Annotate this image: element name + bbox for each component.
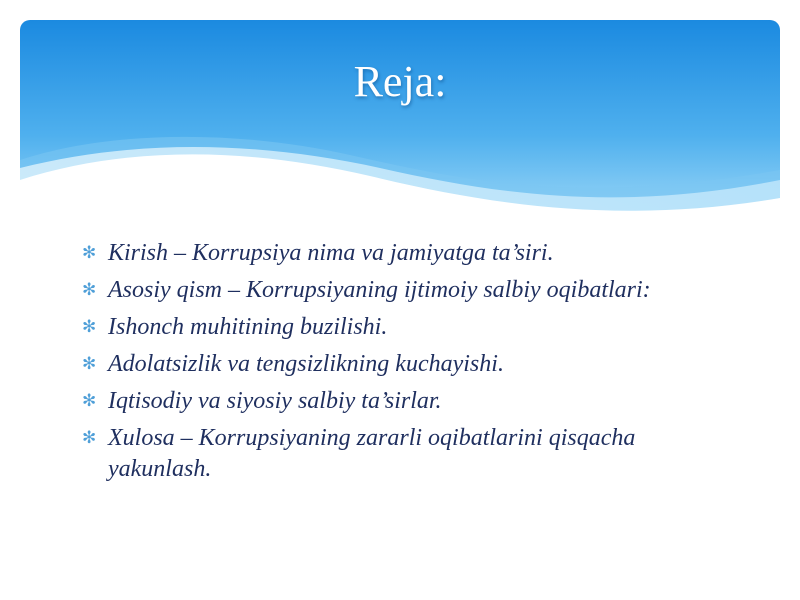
- list-item: [80, 238, 740, 269]
- wave-background: [20, 20, 780, 230]
- list-item-text: Kirish – Korrupsiya nima va jamiyatga ta’siri.: [108, 240, 554, 266]
- list-item-text: Adolatsizlik va tengsizlikning kuchayishi.: [108, 351, 504, 377]
- list-item-text: Iqtisodiy va siyosiy salbiy ta’sirlar.: [108, 388, 442, 414]
- list-item: [80, 349, 740, 380]
- asterisk-icon: ✻: [82, 317, 97, 337]
- list-item: [80, 275, 740, 306]
- list-item: [80, 312, 740, 343]
- asterisk-icon: ✻: [82, 428, 97, 448]
- list-item: [80, 386, 740, 417]
- bullet-list: [80, 238, 740, 491]
- asterisk-icon: ✻: [82, 280, 97, 300]
- list-item-text: Xulosa – Korrupsiyaning zararli oqibatlarini qisqacha yakunlash.: [108, 425, 636, 482]
- list-item-text: Asosiy qism – Korrupsiyaning ijtimoiy salbiy oqibatlari:: [108, 277, 651, 303]
- asterisk-icon: ✻: [82, 354, 97, 374]
- list-item: [80, 423, 740, 485]
- asterisk-icon: ✻: [82, 243, 97, 263]
- list-item-text: Ishonch muhitining buzilishi.: [108, 314, 388, 340]
- asterisk-icon: ✻: [82, 391, 97, 411]
- slide-title: Reja:: [353, 57, 447, 106]
- header-banner: [20, 20, 780, 230]
